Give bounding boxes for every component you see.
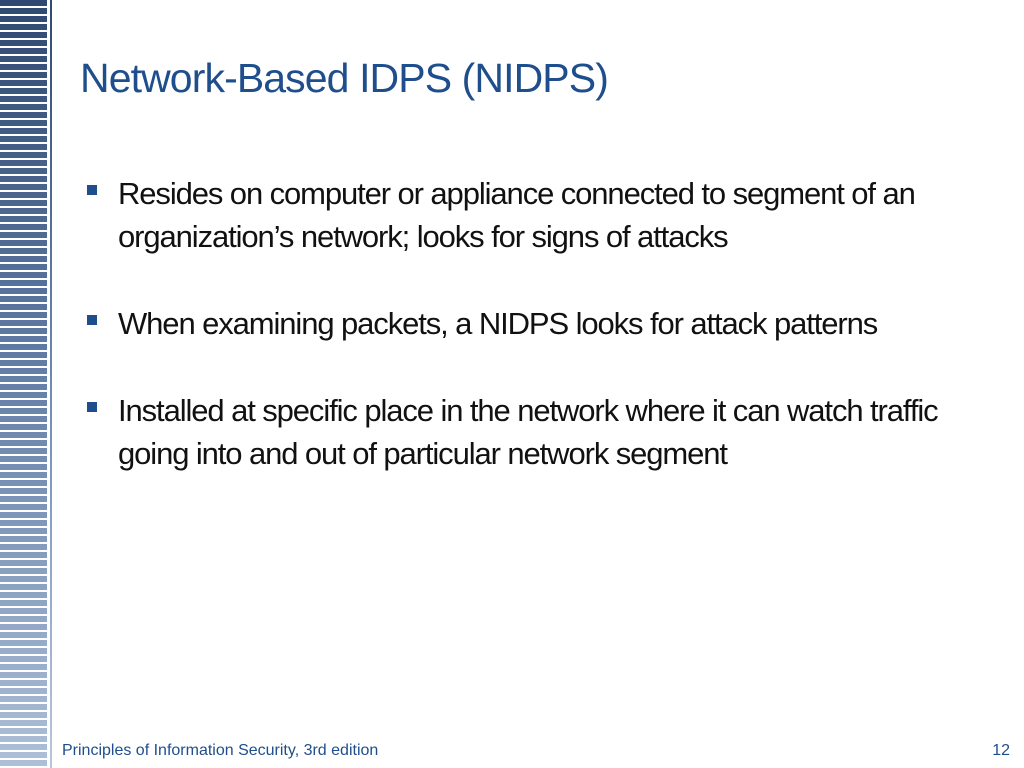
bullet-list: [80, 172, 1000, 519]
decorative-side-stripes: [0, 0, 47, 768]
decorative-side-line: [50, 0, 52, 768]
bullet-text: When examining packets, a NIDPS looks for attack patterns: [118, 306, 878, 341]
bullet-item: [80, 389, 1000, 475]
square-bullet-icon: [87, 315, 97, 325]
footer-source: Principles of Information Security, 3rd edition: [62, 742, 379, 759]
bullet-text: Resides on computer or appliance connected to segment of an organization’s network; looks for signs of attacks: [118, 176, 915, 254]
slide-title: Network-Based IDPS (NIDPS): [80, 55, 608, 101]
bullet-item: [80, 302, 1000, 345]
page-number: 12: [992, 742, 1010, 759]
square-bullet-icon: [87, 402, 97, 412]
square-bullet-icon: [87, 185, 97, 195]
bullet-text: Installed at specific place in the network where it can watch traffic going into and out of particular network segment: [118, 393, 938, 471]
bullet-item: [80, 172, 1000, 258]
